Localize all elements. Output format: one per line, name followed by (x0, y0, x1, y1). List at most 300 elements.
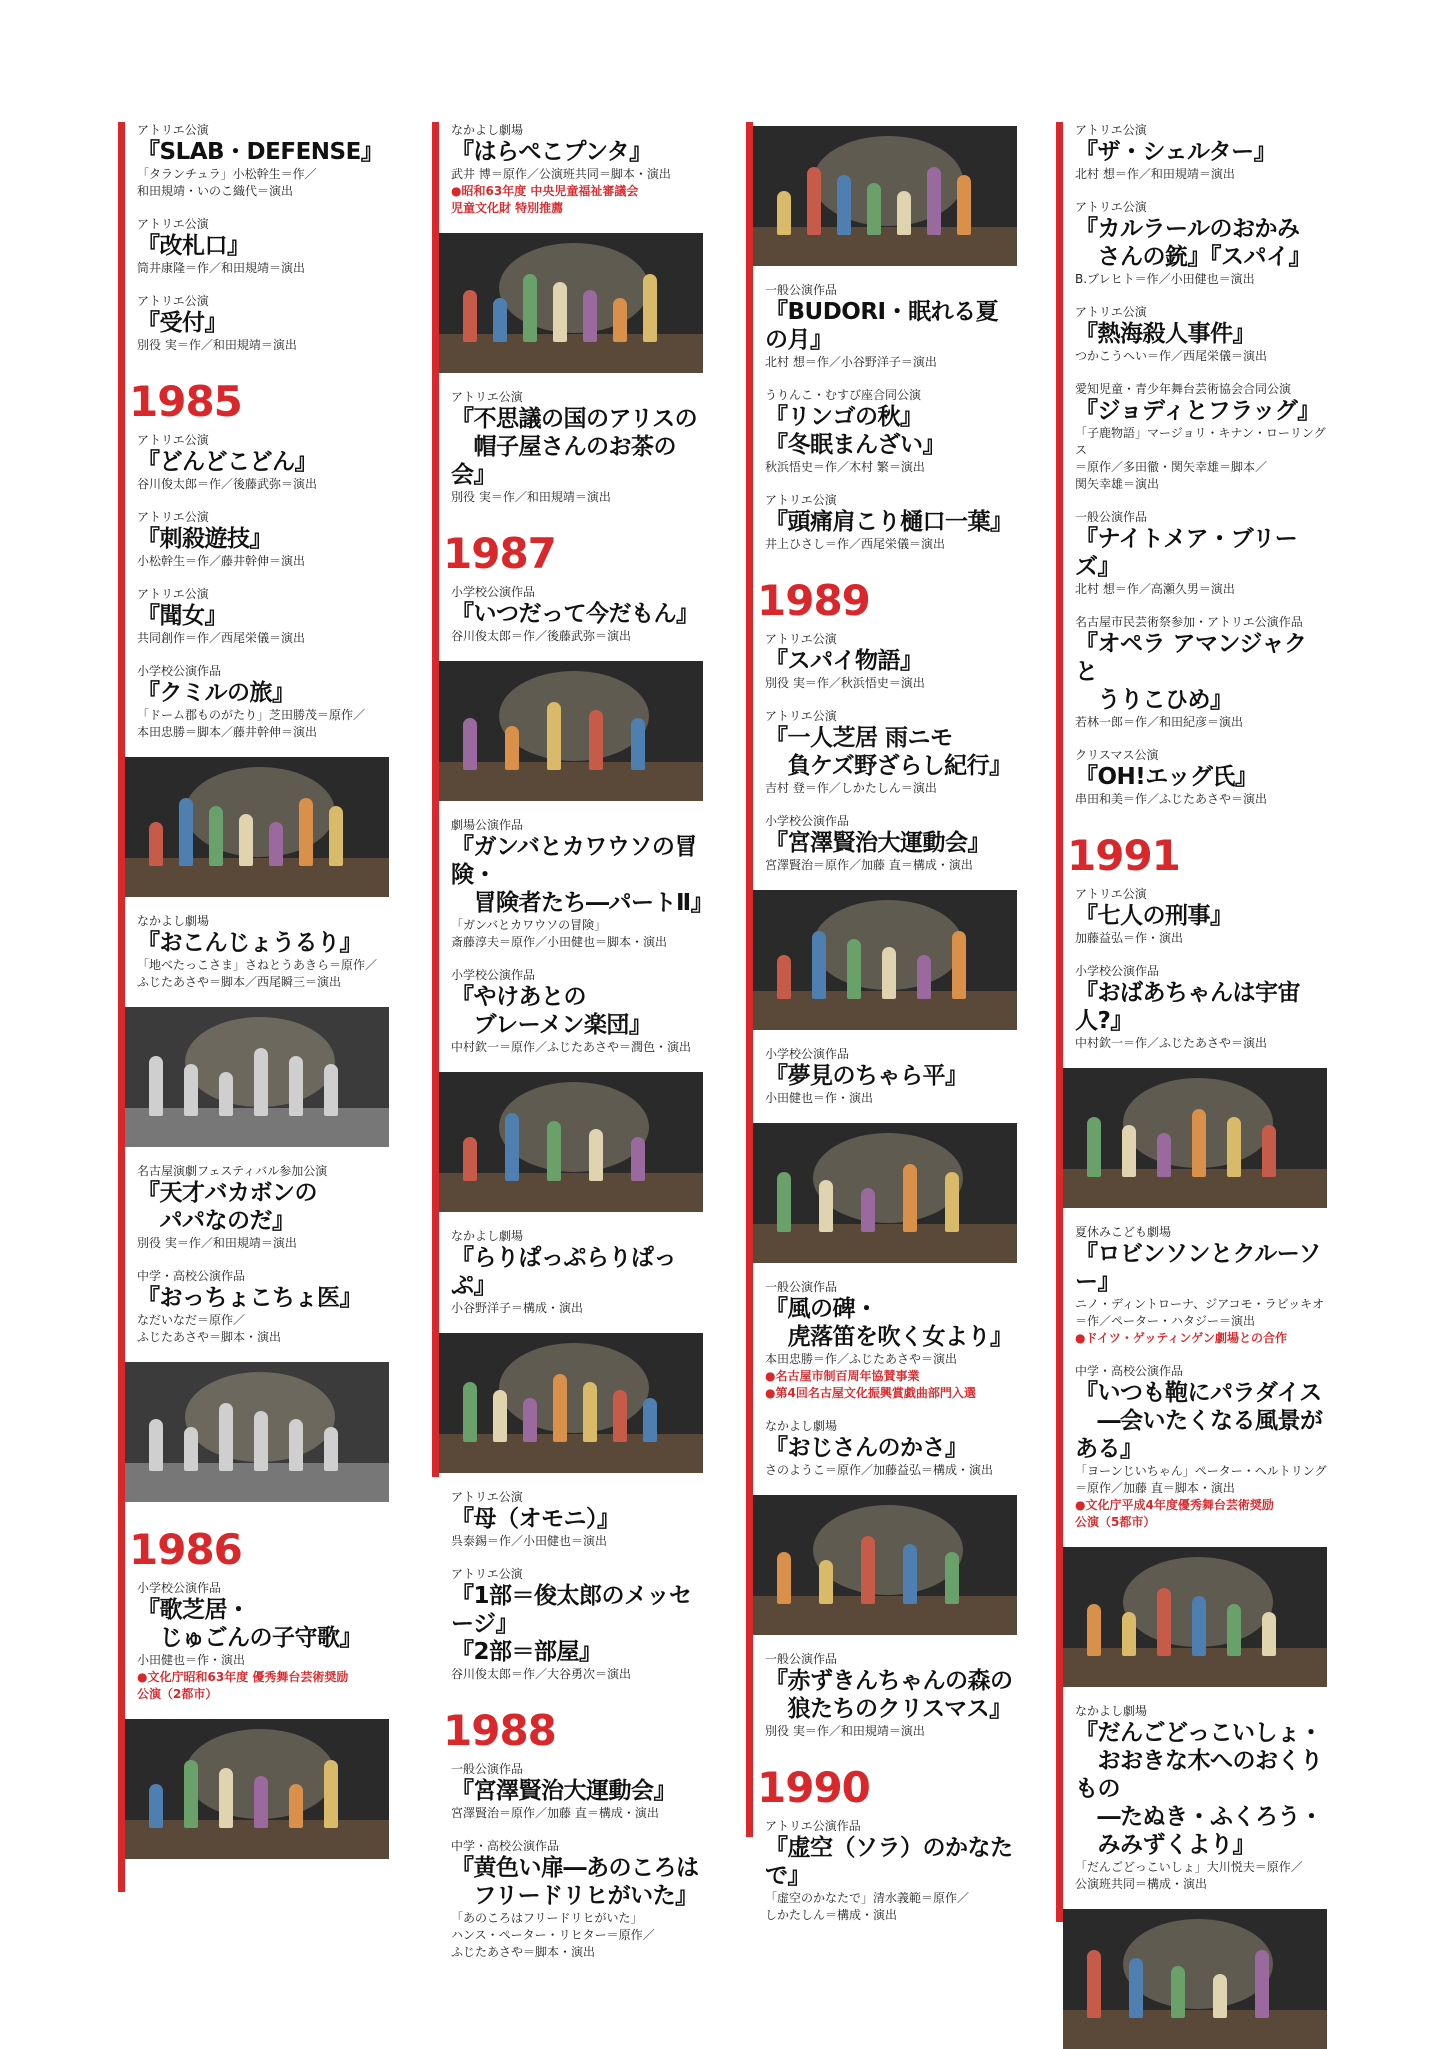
performance-credit: さのようこ＝原作／加藤益弘＝構成・演出 (765, 1463, 994, 1477)
performance-entry (765, 1046, 1018, 1107)
performance-credit: 別役 実＝作／和田規靖＝演出 (137, 338, 297, 352)
performer-figure (289, 1419, 303, 1471)
performer-figure (867, 183, 881, 235)
performance-credit: 「ヨーンじいちゃん」ペーター・ヘルトリング ＝原作／加藤 直＝脚本・演出 (1075, 1464, 1327, 1495)
performance-title: 『はらぺこプンタ』 (451, 139, 652, 165)
performance-credit: 武井 博＝原作／公演班共同＝脚本・演出 (451, 167, 671, 181)
year-heading: 1991 (1067, 831, 1180, 880)
performer-figure (957, 175, 971, 235)
performer-figure (903, 1544, 917, 1604)
column-1 (118, 122, 390, 1892)
year-heading: 1990 (757, 1763, 870, 1812)
performance-entry (1075, 122, 1328, 183)
performance-category: アトリエ公演作品 (765, 1819, 861, 1833)
performance-category: 一般公演作品 (765, 283, 838, 297)
performer-figure (219, 1072, 233, 1116)
column-2 (432, 122, 714, 1959)
performance-category: 小学校公演作品 (451, 585, 536, 599)
performer-figure (643, 274, 657, 342)
performer-figure (184, 1064, 198, 1116)
performance-title: 『やけあとの ブレーメン楽団』 (451, 984, 652, 1038)
performance-category: なかよし劇場 (451, 1229, 524, 1243)
performance-entry (137, 216, 390, 277)
performer-figure (547, 702, 561, 770)
performance-entry (451, 1489, 704, 1550)
performer-figure (324, 1427, 338, 1471)
performer-figure (209, 806, 223, 866)
year-heading: 1986 (129, 1525, 242, 1574)
performance-title: 『SLAB・DEFENSE』 (137, 139, 384, 165)
performance-title: 『歌芝居・ じゅごんの子守歌』 (137, 1597, 362, 1651)
performer-figure (1255, 1950, 1269, 2018)
stage-photo (125, 1719, 389, 1859)
year-heading: 1987 (443, 529, 556, 578)
performance-category: 中学・高校公演作品 (451, 1839, 560, 1853)
stage-photo (125, 1362, 389, 1502)
performance-title: 『BUDORI・眠れる夏の月』 (765, 299, 999, 353)
performance-title: 『受付』 (137, 310, 227, 336)
performer-figure (819, 1560, 833, 1604)
performance-entry (1075, 1224, 1328, 1347)
performance-credit: 中村欽一＝原作／ふじたあさや＝潤色・演出 (451, 1040, 692, 1054)
performance-category: 名古屋市民芸術祭参加・アトリエ公演作品 (1075, 615, 1303, 629)
performer-figure (324, 1064, 338, 1116)
stage-light (1123, 1919, 1273, 2009)
performer-figure (583, 290, 597, 342)
stage-photo (439, 233, 703, 373)
performance-title: 『母（オモニ）』 (451, 1506, 620, 1532)
performer-figure (1157, 1588, 1171, 1656)
performer-figure (903, 1164, 917, 1232)
performer-figure (523, 274, 537, 342)
performance-category: アトリエ公演 (765, 493, 837, 507)
performance-credit: 「だんごどっこいしょ」大川悦夫＝原作／ 公演班共同＝構成・演出 (1075, 1860, 1303, 1891)
performer-figure (1227, 1604, 1241, 1656)
stage-floor (439, 762, 703, 801)
performer-figure (589, 710, 603, 770)
performer-figure (289, 1056, 303, 1116)
performance-category: アトリエ公演 (1075, 305, 1147, 319)
performance-title: 『聞女』 (137, 603, 227, 629)
performer-figure (777, 1172, 791, 1232)
performance-entry (451, 1228, 704, 1317)
performance-category: なかよし劇場 (451, 123, 524, 137)
performer-figure (613, 298, 627, 342)
performance-entry (137, 122, 390, 200)
performance-credit: 小谷野洋子＝構成・演出 (451, 1301, 584, 1315)
performance-category: アトリエ公演 (451, 390, 523, 404)
performance-category: アトリエ公演 (137, 433, 209, 447)
performance-category: アトリエ公演 (137, 587, 209, 601)
performance-credit: 宮澤賢治＝原作／加藤 直＝構成・演出 (451, 1806, 659, 1820)
performance-credit: 別役 実＝作／和田規靖＝演出 (137, 1236, 297, 1250)
performance-entry (765, 708, 1018, 797)
performance-category: 名古屋演劇フェスティバル参加公演 (137, 1164, 328, 1178)
stage-floor (753, 227, 1017, 266)
performance-entry (451, 122, 704, 217)
performance-credit: 串田和美＝作／ふじたあさや＝演出 (1075, 792, 1268, 806)
performance-category: 小学校公演作品 (1075, 964, 1160, 978)
performance-credit: 谷川俊太郎＝作／大谷勇次＝演出 (451, 1667, 632, 1681)
performance-title: 『赤ずきんちゃんの森の 狼たちのクリスマス』 (765, 1668, 1013, 1722)
performer-figure (463, 718, 477, 770)
performance-category: 小学校公演作品 (765, 814, 850, 828)
performance-entry (451, 817, 714, 951)
performance-entry (765, 282, 1018, 371)
performance-credit: 小田健也＝作・演出 (137, 1653, 246, 1667)
performance-category: 夏休みこども劇場 (1075, 1225, 1172, 1239)
performance-title: 『スパイ物語』 (765, 648, 923, 674)
performer-figure (777, 955, 791, 999)
performance-credit: 別役 実＝作／和田規靖＝演出 (451, 490, 611, 504)
performer-figure (269, 822, 283, 866)
performance-entry (1075, 1703, 1328, 1893)
performer-figure (254, 1048, 268, 1116)
performer-figure (847, 939, 861, 999)
performance-category: アトリエ公演 (451, 1567, 523, 1581)
performance-category: アトリエ公演 (137, 294, 209, 308)
performer-figure (1262, 1125, 1276, 1177)
performance-entry (1075, 304, 1328, 365)
performance-title: 『OH!エッグ氏』 (1075, 764, 1258, 790)
performer-figure (493, 298, 507, 342)
stage-photo (125, 757, 389, 897)
performance-category: 一般公演作品 (765, 1280, 838, 1294)
stage-floor (1063, 2010, 1327, 2049)
performance-category: 一般公演作品 (765, 1652, 838, 1666)
performer-figure (631, 1137, 645, 1181)
performance-credit: 別役 実＝作／和田規靖＝演出 (765, 1724, 925, 1738)
performer-figure (1227, 1117, 1241, 1177)
performer-figure (777, 1552, 791, 1604)
performance-title: 『熱海殺人事件』 (1075, 321, 1255, 347)
performer-figure (819, 1180, 833, 1232)
performer-figure (897, 191, 911, 235)
performer-figure (613, 1390, 627, 1442)
performance-title: 『だんごどっこいしょ・ おおきな木へのおくりもの ―たぬき・ふくろう・ みみずくより』 (1075, 1720, 1323, 1858)
performer-figure (493, 1390, 507, 1442)
performance-title: 『改札口』 (137, 233, 250, 259)
performer-figure (553, 282, 567, 342)
performer-figure (463, 290, 477, 342)
performance-entry (765, 813, 1018, 874)
performer-figure (1192, 1109, 1206, 1177)
performance-entry (137, 1163, 390, 1252)
performance-entry (765, 1279, 1018, 1402)
performance-title: 『ガンバとカワウソの冒険・ 冒険者たち―パートⅡ』 (451, 834, 714, 916)
performance-credit: ニノ・ディントローナ、ジアコモ・ラビッキオ ＝作／ペーター・ハタジー＝演出 (1075, 1297, 1325, 1328)
performer-figure (837, 175, 851, 235)
performer-figure (1087, 1117, 1101, 1177)
performance-entry (451, 967, 704, 1056)
performance-credit: 中村欽一＝作／ふじたあさや＝演出 (1075, 1036, 1268, 1050)
performer-figure (583, 1382, 597, 1442)
performance-credit: つかこうへい＝作／西尾栄儀＝演出 (1075, 349, 1268, 363)
performance-entry (137, 913, 390, 991)
performer-figure (149, 822, 163, 866)
stage-floor (439, 1173, 703, 1212)
performer-figure (1122, 1125, 1136, 1177)
performance-category: 一般公演作品 (1075, 510, 1148, 524)
performance-title: 『いつも鞄にパラダイス ―会いたくなる風景がある』 (1075, 1380, 1323, 1462)
performance-credit: 呉泰錫＝作／小田健也＝演出 (451, 1534, 608, 1548)
stage-light (499, 671, 649, 761)
stage-floor (753, 1224, 1017, 1263)
performer-figure (179, 798, 193, 866)
performer-figure (149, 1419, 163, 1471)
performance-credit: 「子鹿物語」マージョリ・キナン・ローリングス ＝原作／多田徹・関矢幸雄＝脚本／ 関矢幸雄＝演出 (1075, 426, 1326, 491)
performance-credit: 北村 想＝作／小谷野洋子＝演出 (765, 355, 937, 369)
performer-figure (952, 931, 966, 999)
performance-title: 『宮澤賢治大運動会』 (451, 1778, 676, 1804)
performance-credit: 北村 想＝作／高瀬久男＝演出 (1075, 582, 1235, 596)
performance-entry (1075, 1363, 1328, 1531)
performer-figure (777, 191, 791, 235)
performer-figure (299, 798, 313, 866)
performance-category: 中学・高校公演作品 (1075, 1364, 1184, 1378)
performance-entry (1075, 381, 1328, 493)
performer-figure (149, 1784, 163, 1828)
performer-figure (463, 1137, 477, 1181)
performance-category: 中学・高校公演作品 (137, 1269, 246, 1283)
performance-entry (137, 663, 390, 741)
performance-entry (1075, 509, 1328, 598)
performer-figure (882, 947, 896, 999)
performance-credit: 共同創作＝作／西尾栄儀＝演出 (137, 631, 306, 645)
performer-figure (505, 1113, 519, 1181)
performance-entry (137, 509, 390, 570)
performance-award: ●昭和63年度 中央児童福祉審議会 児童文化財 特別推薦 (451, 184, 639, 215)
performer-figure (553, 1374, 567, 1442)
performance-title: 『七人の刑事』 (1075, 903, 1233, 929)
performer-figure (289, 1784, 303, 1828)
stage-floor (439, 1434, 703, 1473)
performer-figure (1262, 1612, 1276, 1656)
performer-figure (1087, 1950, 1101, 2018)
performance-entry (451, 1838, 704, 1961)
performer-figure (1213, 1974, 1227, 2018)
stage-photo (1063, 1068, 1327, 1208)
stage-photo (439, 1072, 703, 1212)
performance-title: 『どんどこどん』 (137, 449, 317, 475)
performance-entry (137, 586, 390, 647)
year-heading: 1988 (443, 1706, 556, 1755)
performance-title: 『頭痛肩こり樋口一葉』 (765, 509, 1013, 535)
performance-entry (765, 631, 1018, 692)
performer-figure (1157, 1133, 1171, 1177)
performance-credit: B.ブレヒト＝作／小田健也＝演出 (1075, 272, 1255, 286)
performance-category: なかよし劇場 (765, 1419, 838, 1433)
performance-entry (765, 1651, 1018, 1740)
performance-category: 小学校公演作品 (765, 1047, 850, 1061)
performance-entry (765, 1818, 1018, 1924)
performance-category: 愛知児童・青少年舞台芸術協会合同公演 (1075, 382, 1292, 396)
performance-credit: 秋浜悟史＝作／木村 繁＝演出 (765, 460, 925, 474)
performance-credit: 「地べたっこさま」さねとうあきら＝原作／ ふじたあさや＝脚本／西尾瞬三＝演出 (137, 958, 378, 989)
performance-title: 『夢見のちゃら平』 (765, 1063, 968, 1089)
performer-figure (1192, 1596, 1206, 1656)
performer-figure (631, 718, 645, 770)
performance-entry (765, 492, 1018, 553)
performance-category: アトリエ公演 (1075, 887, 1147, 901)
performance-category: 小学校公演作品 (137, 1581, 222, 1595)
performance-credit: 井上ひさし＝作／西尾栄儀＝演出 (765, 537, 946, 551)
performance-category: 一般公演作品 (451, 1762, 524, 1776)
performance-credit: 別役 実＝作／秋浜悟史＝演出 (765, 676, 925, 690)
performance-title: 『カルラールのおかみ さんの銃』『スパイ』 (1075, 216, 1311, 270)
performance-credit: 筒井康隆＝作／和田規靖＝演出 (137, 261, 306, 275)
performance-credit: 「虚空のかなたで」清水義範＝原作／ しかたしん＝構成・演出 (765, 1891, 970, 1922)
performance-title: 『天才バカボンの パパなのだ』 (137, 1180, 317, 1234)
performance-category: アトリエ公演 (1075, 200, 1147, 214)
performance-credit: 小田健也＝作・演出 (765, 1091, 874, 1105)
stage-photo (753, 890, 1017, 1030)
stage-photo (753, 126, 1017, 266)
performer-figure (945, 1552, 959, 1604)
performer-figure (861, 1188, 875, 1232)
performer-figure (1171, 1966, 1185, 2018)
performer-figure (324, 1760, 338, 1828)
performer-figure (945, 1172, 959, 1232)
stage-photo (125, 1007, 389, 1147)
performance-category: 小学校公演作品 (137, 664, 222, 678)
performance-entry (451, 584, 704, 645)
performance-title: 『風の碑・ 虎落笛を吹く女より』 (765, 1296, 1013, 1350)
performance-entry (451, 1566, 704, 1683)
performance-entry (1075, 963, 1328, 1052)
performance-title: 『リンゴの秋』 『冬眠まんざい』 (765, 404, 945, 458)
performance-title: 『オペラ アマンジャクと うりこひめ』 (1075, 631, 1307, 713)
performer-figure (219, 1768, 233, 1828)
performance-category: アトリエ公演 (137, 217, 209, 231)
performer-figure (1129, 1958, 1143, 2018)
performance-title: 『ロビンソンとクルーソー』 (1075, 1241, 1321, 1295)
stage-floor (125, 858, 389, 897)
performer-figure (219, 1403, 233, 1471)
performance-award: ●名古屋市制百周年協賛事業 ●第4回名古屋文化振興賞戯曲部門入選 (765, 1369, 976, 1400)
performer-figure (239, 814, 253, 866)
performance-category: アトリエ公演 (765, 632, 837, 646)
stage-light (813, 1133, 963, 1223)
performance-title: 『おっちょこちょ医』 (137, 1285, 362, 1311)
performance-credit: なだいなだ＝原作／ ふじたあさや＝脚本・演出 (137, 1313, 282, 1344)
performance-entry (451, 1761, 704, 1822)
performance-title: 『おばあちゃんは宇宙人?』 (1075, 980, 1300, 1034)
performance-entry (137, 1580, 390, 1703)
performance-credit: 「タランチュラ」小松幹生＝作／ 和田規靖・いのこ織代＝演出 (137, 167, 317, 198)
performance-entry (1075, 886, 1328, 947)
performance-category: アトリエ公演 (137, 123, 209, 137)
performer-figure (812, 931, 826, 999)
performer-figure (254, 1411, 268, 1471)
performance-title: 『おじさんのかさ』 (765, 1435, 968, 1461)
performance-credit: 「ガンバとカワウソの冒険」 斎藤淳夫＝原作／小田健也＝脚本・演出 (451, 918, 668, 949)
stage-floor (439, 334, 703, 373)
performance-credit: 宮澤賢治＝原作／加藤 直＝構成・演出 (765, 858, 973, 872)
performance-credit: 「ドーム郡ものがたり」芝田勝茂＝原作／ 本田忠勝＝脚本／藤井幹伸＝演出 (137, 708, 366, 739)
year-heading: 1989 (757, 576, 870, 625)
performance-entry (1075, 747, 1328, 808)
performance-title: 『宮澤賢治大運動会』 (765, 830, 990, 856)
performance-title: 『おこんじょうるり』 (137, 930, 362, 956)
performance-title: 『らりぱっぷらりぱっぷ』 (451, 1245, 676, 1299)
performance-award: ●ドイツ・ゲッティンゲン劇場との合作 (1075, 1331, 1287, 1345)
performer-figure (505, 726, 519, 770)
performer-figure (643, 1398, 657, 1442)
performer-figure (547, 1121, 561, 1181)
performance-credit: 谷川俊太郎＝作／後藤武弥＝演出 (451, 629, 632, 643)
performance-credit: 谷川俊太郎＝作／後藤武弥＝演出 (137, 477, 318, 491)
performance-entry (137, 1268, 390, 1346)
performance-category: アトリエ公演 (1075, 123, 1147, 137)
performer-figure (1087, 1604, 1101, 1656)
performance-title: 『クミルの旅』 (137, 680, 295, 706)
performance-credit: 北村 想＝作／和田規靖＝演出 (1075, 167, 1235, 181)
performance-title: 『不思議の国のアリスの 帽子屋さんのお茶の会』 (451, 406, 698, 488)
stage-photo (439, 661, 703, 801)
performance-credit: 小松幹生＝作／藤井幹伸＝演出 (137, 554, 306, 568)
performance-credit: 若林一郎＝作／和田紀彦＝演出 (1075, 715, 1244, 729)
stage-photo (753, 1495, 1017, 1635)
performer-figure (149, 1056, 163, 1116)
performer-figure (184, 1760, 198, 1828)
performance-category: なかよし劇場 (137, 914, 210, 928)
performance-credit: 本田忠勝＝作／ふじたあさや＝演出 (765, 1352, 958, 1366)
performance-entry (137, 293, 390, 354)
performance-title: 『黄色い扉―あのころは フリードリヒがいた』 (451, 1855, 699, 1909)
stage-light (499, 1082, 649, 1172)
performer-figure (1122, 1612, 1136, 1656)
performer-figure (254, 1776, 268, 1828)
performer-figure (463, 1382, 477, 1442)
performance-category: クリスマス公演 (1075, 748, 1159, 762)
performance-entry (1075, 614, 1328, 731)
stage-floor (753, 1596, 1017, 1635)
performance-entry (137, 432, 390, 493)
performance-title: 『ザ・シェルター』 (1075, 139, 1277, 165)
performance-category: なかよし劇場 (1075, 1704, 1148, 1718)
performer-figure (927, 167, 941, 235)
performance-credit: 加藤益弘＝作・演出 (1075, 931, 1184, 945)
performance-entry (765, 387, 1018, 476)
year-heading: 1985 (129, 377, 242, 426)
performance-entry (1075, 199, 1328, 288)
performance-category: アトリエ公演 (137, 510, 209, 524)
performance-category: 劇場公演作品 (451, 818, 524, 832)
stage-photo (439, 1333, 703, 1473)
stage-photo (1063, 1547, 1327, 1687)
column-3 (746, 122, 1018, 1922)
performer-figure (329, 806, 343, 866)
performer-figure (917, 955, 931, 999)
performance-title: 『1部＝俊太郎のメッセージ』 『2部＝部屋』 (451, 1583, 692, 1665)
performance-credit: 「あのころはフリードリヒがいた」 ハンス・ペーター・リヒター＝原作／ ふじたあさや＝脚本・演出 (451, 1911, 655, 1959)
performance-award: ●文化庁平成4年度優秀舞台芸術奨励 公演（5都市） (1075, 1498, 1274, 1529)
performance-category: うりんこ・むすび座合同公演 (765, 388, 922, 402)
performance-entry (451, 389, 704, 506)
performer-figure (184, 1427, 198, 1471)
performance-category: アトリエ公演 (451, 1490, 523, 1504)
column-4 (1056, 122, 1328, 1922)
stage-light (813, 1505, 963, 1595)
performance-title: 『虚空（ソラ）のかなたで』 (765, 1835, 1013, 1889)
performance-award: ●文化庁昭和63年度 優秀舞台芸術奨励 公演（2都市） (137, 1670, 349, 1701)
performance-category: アトリエ公演 (765, 709, 837, 723)
performer-figure (589, 1129, 603, 1181)
performance-title: 『いつだって今だもん』 (451, 601, 699, 627)
performer-figure (523, 1398, 537, 1442)
performer-figure (807, 167, 821, 235)
